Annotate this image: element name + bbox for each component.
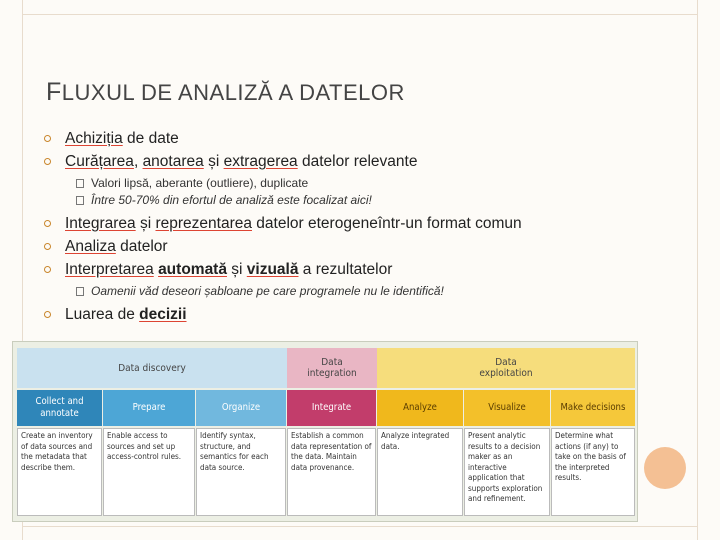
bullet-dot-icon [44,220,51,227]
zone-data-exploitation [377,348,635,388]
bullet-dot-icon [44,158,51,165]
zone-data-integration [287,348,377,388]
bullet-text: datelor [115,238,168,255]
bullet-keyword: anotarea [142,153,204,170]
bullet-text: , [133,153,143,170]
bullet-text: datelor relevante [297,153,418,170]
bullet-analiza [44,235,684,258]
bullet-integrare [44,212,684,235]
bullet-keyword: decizii [139,306,187,323]
bullet-text: Luarea de [65,306,140,323]
sub-bullet [44,175,684,192]
slide-title: FLUXUL DE ANALIZĂ A DATELOR [46,78,405,106]
bullet-text: de date [122,130,179,147]
bullet-keyword: vizuală [246,261,299,278]
bullet-text: a rezultatelor [298,261,393,278]
bullet-keyword: extragerea [223,153,298,170]
stage-description: Identify syntax, structure, and semantics for each data source. [196,428,286,516]
zone-label-line: integration [307,368,357,379]
bullet-dot-icon [44,135,51,142]
bullet-dot-icon [44,243,51,250]
stage-description: Enable access to sources and set up access-control rules. [103,428,195,516]
zone-label-line: Data [321,357,343,368]
bullet-dot-icon [44,311,51,318]
stage-integrate: Integrate [287,390,376,426]
zone-label-line: Data [495,357,517,368]
bullet-dot-icon [44,266,51,273]
frame-line-top [22,14,698,15]
stage-description: Analyze integrated data. [377,428,463,516]
sub-bullet [44,283,684,300]
bullet-interpretare [44,258,684,281]
stage-collect-and-annotate: Collect and annotate [17,390,102,426]
bullet-text: și [135,215,156,232]
stage-description: Create an inventory of data sources and the metadata that describe them. [17,428,102,516]
sub-bullet-text: Între 50-70% din efortul de analiză este focalizat aici! [91,193,372,207]
stage-prepare: Prepare [103,390,195,426]
stage-make-decisions: Make decisions [551,390,635,426]
zone-data-discovery: Data discovery [17,348,287,388]
bullet-text: și [203,153,224,170]
checkbox-square-icon [76,287,84,296]
zone-label-line: exploitation [479,368,533,379]
bullet-list [44,127,684,326]
decorative-circle [644,447,686,489]
sub-bullet-text: Valori lipsă, aberante (outliere), duplicate [91,176,309,190]
checkbox-square-icon [76,196,84,205]
bullet-decizii [44,303,684,326]
bullet-text: datelor eterogeneîntr-un format comun [252,215,522,232]
bullet-keyword: Achiziția [65,130,123,147]
data-pipeline-diagram [12,341,638,522]
sub-bullet [44,192,684,209]
checkbox-square-icon [76,179,84,188]
bullet-keyword: automată [158,261,227,278]
bullet-keyword: Analiza [65,238,116,255]
bullet-keyword: reprezentarea [155,215,252,232]
stage-visualize: Visualize [464,390,550,426]
bullet-keyword: Curățarea [65,153,134,170]
bullet-curatare [44,150,684,173]
stage-organize: Organize [196,390,286,426]
frame-line-right [697,0,698,540]
stage-description: Present analytic results to a decision maker as an interactive application that supports exploration and refinement. [464,428,550,516]
stage-analyze: Analyze [377,390,463,426]
stage-description: Establish a common data representation of the data. Maintain data provenance. [287,428,376,516]
bullet-keyword: Integrarea [65,215,136,232]
stage-description: Determine what actions (if any) to take on the basis of the interpreted results. [551,428,635,516]
bullet-keyword: Interpretarea [65,261,154,278]
frame-line-bottom [22,526,698,527]
bullet-text: și [226,261,247,278]
bullet-achizitie [44,127,684,150]
sub-bullet-text: Oamenii văd deseori șabloane pe care programele nu le identifică! [91,284,444,298]
